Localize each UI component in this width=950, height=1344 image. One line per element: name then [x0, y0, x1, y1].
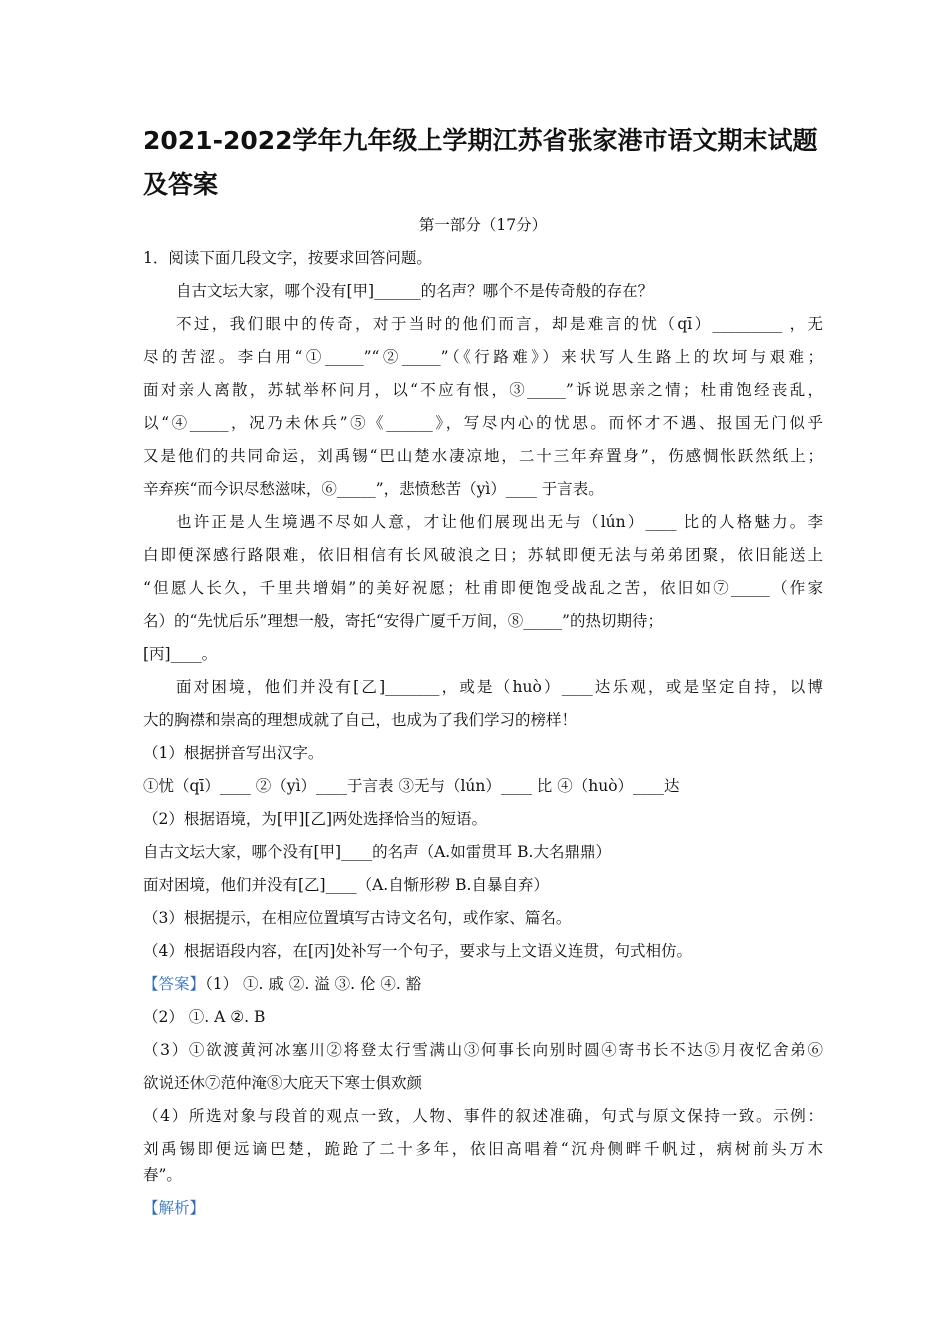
passage-line: 面对困境，他们并没有[乙]_______，或是（huò）____达乐观，或是坚定自持，以博	[176, 678, 823, 696]
document-title-line1: 2021-2022学年九年级上学期江苏省张家港市语文期末试题	[143, 126, 818, 155]
passage-line: “但愿人长久，千里共增娟”的美好祝愿；杜甫即便饱受战乱之苦，依旧如⑦_____（作家	[143, 579, 823, 597]
passage-line: 尽的苦涩。李白用“①_____”“②_____”（《行路难》）来状写人生路上的坎坷与艰难；	[143, 348, 823, 366]
passage-line: 以“④_____，况乃未休兵”⑤《______》，写尽内心的忧思。而怀才不遇、报国无门似乎	[143, 414, 823, 432]
answer-line: 刘禹锡即便远谪巴楚，跪跄了二十多年，依旧高唱着“沉舟侧畔千帆过，病树前头万木	[143, 1140, 823, 1158]
sub-question: 自古文坛大家，哪个没有[甲]____的名声（A.如雷贯耳 B.大名鼎鼎）	[143, 843, 611, 861]
passage-line: 也许正是人生境遇不尽如人意，才让他们展现出无与（lún）____ 比的人格魅力。李	[176, 513, 823, 531]
analysis-label: 【解析】	[143, 1199, 206, 1217]
answer-line: （2） ①. A ②. B	[143, 1008, 266, 1026]
passage-line: 自古文坛大家，哪个没有[甲]______的名声？哪个不是传奇般的存在？	[176, 282, 654, 300]
answer-row	[143, 973, 823, 995]
answer-line: （3）①欲渡黄河冰塞川②将登太行雪满山③何事长向别时圆④寄书长不达⑤月夜忆舍弟⑥	[143, 1041, 823, 1059]
sub-question: ①忧（qī）____ ②（yì）____于言表 ③无与（lún）____ 比 ④（huò）____达	[143, 777, 680, 795]
passage-line: 又是他们的共同命运，刘禹锡“巴山楚水凄凉地，二十三年弃置身”，伤感惆怅跃然纸上；	[143, 447, 823, 465]
question-intro: 1．阅读下面几段文字，按要求回答问题。	[143, 249, 432, 267]
section-heading: 第一部分（17分）	[418, 216, 548, 234]
answer-label: 【答案】	[143, 975, 206, 993]
answer-line: 欲说还休⑦范仲淹⑧大庇天下寒士俱欢颜	[143, 1074, 423, 1092]
passage-line: 不过，我们眼中的传奇，对于当时的他们而言，却是难言的忧（qī）_________ ，无	[176, 315, 823, 333]
passage-line: 大的胸襟和崇高的理想成就了自己，也成为了我们学习的榜样！	[143, 711, 578, 729]
sub-question: （1）根据拼音写出汉字。	[143, 744, 324, 762]
sub-question: （4）根据语段内容，在[丙]处补写一个句子，要求与上文语义连贯，句式相仿。	[143, 942, 692, 960]
answer-line: （4）所选对象与段首的观点一致，人物、事件的叙述准确，句式与原文保持一致。示例：	[143, 1107, 823, 1125]
passage-line: 名）的“先忧后乐”理想一般，寄托“安得广厦千万间，⑧_____”的热切期待；	[143, 612, 663, 630]
sub-question: 面对困境，他们并没有[乙]____（A.自惭形秽 B.自暴自弃）	[143, 876, 549, 894]
answer-line: 春”。	[143, 1166, 182, 1184]
passage-line: 面对亲人离散，苏轼举杯问月，以“不应有恨，③_____”诉说思亲之情；杜甫饱经丧乱，	[143, 381, 823, 399]
passage-line: 辛弃疾“而今识尽愁滋味，⑥_____”，悲愤愁苦（yì）____ 于言表。	[143, 480, 604, 498]
document-title-line2: 及答案	[143, 170, 219, 199]
sub-question: （2）根据语境，为[甲][乙]两处选择恰当的短语。	[143, 810, 488, 828]
passage-line: [丙]____。	[143, 645, 218, 663]
answer-line: （1） ①. 戚 ②. 溢 ③. 伦 ④. 豁	[205, 975, 422, 993]
sub-question: （3）根据提示，在相应位置填写古诗文名句，或作家、篇名。	[143, 909, 572, 927]
passage-line: 白即便深感行路限难，依旧相信有长风破浪之日；苏轼即便无法与弟弟团聚，依旧能送上	[143, 546, 823, 564]
